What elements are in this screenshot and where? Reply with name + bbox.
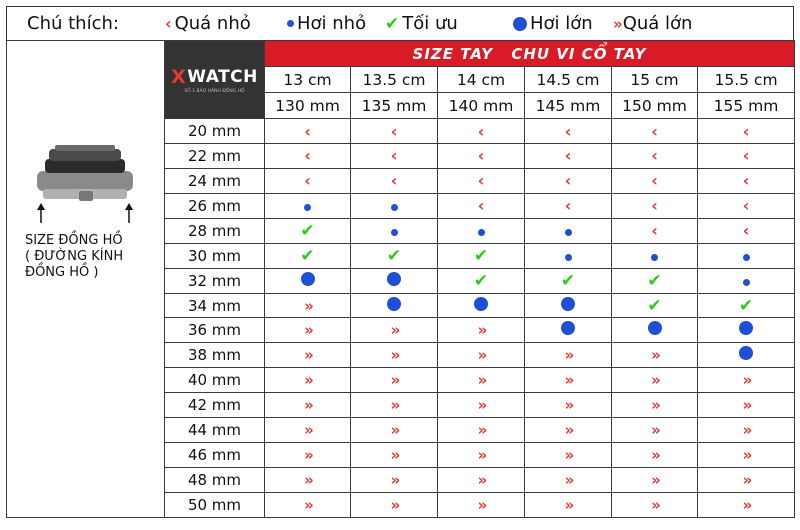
fit-cell — [525, 218, 612, 243]
too-large-icon: » — [477, 421, 485, 440]
fit-cell — [698, 393, 795, 418]
wrist-cm-header: 15.5 cm — [698, 67, 795, 93]
too-large-icon: » — [304, 396, 311, 415]
watch-size-label: 26 mm — [165, 193, 265, 218]
fit-cell — [525, 393, 612, 418]
too-large-icon: » — [742, 371, 750, 390]
wrist-cm-header: 13.5 cm — [351, 67, 438, 93]
too-large-icon: » — [651, 371, 658, 390]
watch-size-label: 20 mm — [165, 119, 265, 144]
too-small-icon: ‹ — [651, 196, 658, 216]
legend-item-optimal — [385, 13, 513, 34]
wrist-mm-header: 155 mm — [698, 93, 795, 119]
too-small-icon: ‹ — [390, 171, 398, 191]
legend-label: Quá lớn — [622, 13, 693, 34]
fit-cell — [438, 343, 525, 368]
wrist-mm-header: 150 mm — [612, 93, 698, 119]
banner-part2: CHU VI CỔ TAY — [511, 44, 647, 63]
brand-logo — [165, 41, 265, 119]
fit-cell — [698, 468, 795, 493]
large-dot-icon — [561, 297, 575, 311]
fit-cell — [438, 468, 525, 493]
wrist-mm-header: 140 mm — [438, 93, 525, 119]
too-small-icon: ‹ — [742, 196, 750, 216]
too-large-icon: » — [304, 421, 311, 440]
wrist-cm-header: 13 cm — [265, 67, 351, 93]
small-dot-icon — [391, 204, 398, 211]
watch-illustration-panel — [7, 41, 165, 518]
large-dot-icon — [739, 321, 753, 335]
logo-tagline: SỐ 1 BẢO HÀNH ĐỒNG HỒ — [184, 88, 245, 94]
check-icon: ✔ — [473, 270, 489, 291]
fit-cell — [438, 119, 525, 144]
size-table — [6, 40, 795, 518]
large-dot-icon — [648, 321, 662, 335]
fit-cell — [351, 218, 438, 243]
small-dot-icon — [743, 254, 750, 261]
too-small-icon: ‹ — [304, 146, 311, 166]
too-large-icon: » — [742, 446, 750, 465]
too-small-icon: ‹ — [477, 146, 485, 166]
fit-cell — [351, 393, 438, 418]
fit-cell — [612, 492, 698, 517]
large-dot-icon — [739, 346, 753, 360]
check-icon: ✔ — [738, 295, 754, 316]
caption-line: ĐỒNG HỒ ) — [25, 265, 99, 280]
too-small-icon: ‹ — [742, 221, 750, 241]
watch-size-label: 22 mm — [165, 144, 265, 169]
fit-cell — [698, 243, 795, 268]
fit-cell — [265, 119, 351, 144]
too-large-icon: » — [390, 470, 398, 489]
fit-cell — [438, 243, 525, 268]
watch-size-label: 38 mm — [165, 343, 265, 368]
legend-row — [6, 6, 794, 40]
watch-size-caption — [25, 233, 161, 281]
too-large-icon: » — [651, 446, 658, 465]
fit-cell — [698, 168, 795, 193]
fit-cell — [612, 293, 698, 318]
fit-cell — [698, 418, 795, 443]
fit-cell — [438, 144, 525, 169]
too-large-icon: » — [390, 446, 398, 465]
fit-cell — [612, 393, 698, 418]
legend-label: Quá nhỏ — [174, 13, 251, 34]
too-large-icon: » — [564, 346, 572, 365]
watch-size-label: 44 mm — [165, 418, 265, 443]
fit-cell — [438, 193, 525, 218]
too-large-icon: » — [304, 371, 311, 390]
fit-cell — [698, 268, 795, 293]
fit-cell — [265, 318, 351, 343]
small-dot-icon — [478, 229, 485, 236]
too-large-icon: » — [564, 446, 572, 465]
fit-cell — [525, 119, 612, 144]
too-large-icon: » — [651, 470, 658, 489]
watch-size-label: 34 mm — [165, 293, 265, 318]
small-dot-icon — [565, 229, 572, 236]
fit-cell — [525, 293, 612, 318]
too-large-icon: » — [651, 396, 658, 415]
too-large-icon: » — [651, 495, 658, 514]
fit-cell — [265, 193, 351, 218]
too-large-icon: » — [477, 470, 485, 489]
too-large-icon: » — [477, 446, 485, 465]
fit-cell — [351, 193, 438, 218]
fit-cell — [265, 144, 351, 169]
too-large-icon: » — [390, 495, 398, 514]
check-icon: ✔ — [300, 245, 315, 266]
large-dot-icon — [513, 17, 527, 31]
too-large-icon: » — [390, 371, 398, 390]
banner-part1: SIZE TAY — [412, 44, 494, 63]
fit-cell — [525, 193, 612, 218]
fit-cell — [698, 193, 795, 218]
fit-cell — [351, 368, 438, 393]
fit-cell — [612, 443, 698, 468]
too-small-icon: ‹ — [304, 121, 311, 141]
caption-line: ( ĐƯỜNG KÍNH — [25, 249, 124, 264]
wrist-cm-header: 14 cm — [438, 67, 525, 93]
fit-cell — [438, 293, 525, 318]
too-large-icon: » — [477, 495, 485, 514]
too-large-icon: » — [477, 396, 485, 415]
too-small-icon: ‹ — [304, 171, 311, 191]
check-icon: ✔ — [647, 270, 662, 291]
wrist-mm-header: 130 mm — [265, 93, 351, 119]
small-dot-icon — [287, 20, 294, 27]
fit-cell — [698, 218, 795, 243]
fit-cell — [612, 218, 698, 243]
too-large-icon: » — [651, 421, 658, 440]
too-small-icon: ‹ — [651, 121, 658, 141]
fit-cell — [612, 144, 698, 169]
fit-cell — [265, 393, 351, 418]
too-large-icon: » — [304, 321, 311, 340]
fit-cell — [612, 468, 698, 493]
fit-cell — [698, 443, 795, 468]
fit-cell — [525, 318, 612, 343]
wrist-size-banner — [265, 41, 795, 67]
watch-size-label: 24 mm — [165, 168, 265, 193]
fit-cell — [698, 119, 795, 144]
too-small-icon: ‹ — [477, 196, 485, 216]
too-large-icon: » — [390, 321, 398, 340]
watch-size-label: 50 mm — [165, 492, 265, 517]
fit-cell — [525, 144, 612, 169]
fit-cell — [612, 119, 698, 144]
fit-cell — [351, 418, 438, 443]
watch-icon — [29, 141, 141, 231]
fit-cell — [351, 268, 438, 293]
too-small-icon: ‹ — [564, 171, 572, 191]
too-large-icon: » — [742, 396, 750, 415]
fit-cell — [612, 193, 698, 218]
fit-cell — [698, 368, 795, 393]
small-dot-icon — [651, 254, 658, 261]
too-large-icon: » — [304, 495, 311, 514]
fit-cell — [351, 492, 438, 517]
too-large-icon: » — [613, 14, 620, 33]
fit-cell — [525, 443, 612, 468]
too-small-icon: ‹ — [742, 121, 750, 141]
check-icon: ✔ — [386, 245, 402, 266]
watch-size-label: 46 mm — [165, 443, 265, 468]
wrist-mm-header: 145 mm — [525, 93, 612, 119]
fit-cell — [351, 443, 438, 468]
fit-cell — [265, 168, 351, 193]
fit-cell — [265, 443, 351, 468]
large-dot-icon — [301, 272, 315, 286]
fit-cell — [525, 368, 612, 393]
fit-cell — [612, 418, 698, 443]
too-large-icon: » — [477, 371, 485, 390]
small-dot-icon — [565, 254, 572, 261]
fit-cell — [265, 418, 351, 443]
too-large-icon: » — [742, 470, 750, 489]
large-dot-icon — [387, 297, 401, 311]
too-large-icon: » — [390, 346, 398, 365]
watch-size-label: 30 mm — [165, 243, 265, 268]
too-small-icon: ‹ — [477, 171, 485, 191]
fit-cell — [351, 468, 438, 493]
watch-size-label: 28 mm — [165, 218, 265, 243]
too-large-icon: » — [564, 495, 572, 514]
too-small-icon: ‹ — [165, 14, 172, 33]
fit-cell — [438, 218, 525, 243]
logo-brand: WATCH — [187, 66, 258, 87]
legend-label: Hơi lớn — [530, 13, 593, 34]
too-small-icon: ‹ — [742, 146, 750, 166]
fit-cell — [351, 318, 438, 343]
fit-cell — [265, 268, 351, 293]
wrist-cm-header: 15 cm — [612, 67, 698, 93]
too-large-icon: » — [477, 321, 485, 340]
fit-cell — [612, 168, 698, 193]
small-dot-icon — [391, 229, 398, 236]
fit-cell — [265, 468, 351, 493]
large-dot-icon — [474, 297, 488, 311]
wrist-cm-header: 14.5 cm — [525, 67, 612, 93]
fit-cell — [525, 343, 612, 368]
check-icon: ✔ — [560, 270, 576, 291]
too-large-icon: » — [304, 296, 311, 315]
too-small-icon: ‹ — [564, 146, 572, 166]
too-small-icon: ‹ — [651, 171, 658, 191]
fit-cell — [698, 144, 795, 169]
fit-cell — [698, 492, 795, 517]
fit-cell — [525, 468, 612, 493]
fit-cell — [698, 293, 795, 318]
watch-size-label: 48 mm — [165, 468, 265, 493]
too-small-icon: ‹ — [651, 221, 658, 241]
too-large-icon: » — [390, 396, 398, 415]
too-large-icon: » — [564, 396, 572, 415]
large-dot-icon — [387, 272, 401, 286]
fit-cell — [525, 492, 612, 517]
watch-size-label: 36 mm — [165, 318, 265, 343]
legend-item-too-large — [613, 13, 692, 34]
too-large-icon: » — [564, 470, 572, 489]
fit-cell — [612, 368, 698, 393]
legend-label: Tối ưu — [402, 13, 458, 34]
too-small-icon: ‹ — [742, 171, 750, 191]
fit-cell — [438, 492, 525, 517]
fit-cell — [265, 492, 351, 517]
fit-cell — [351, 293, 438, 318]
fit-cell — [351, 168, 438, 193]
fit-cell — [438, 368, 525, 393]
fit-cell — [612, 243, 698, 268]
too-large-icon: » — [304, 470, 311, 489]
fit-cell — [525, 243, 612, 268]
fit-cell — [438, 318, 525, 343]
wrist-mm-header: 135 mm — [351, 93, 438, 119]
too-small-icon: ‹ — [390, 146, 398, 166]
legend-item-slightly-small — [287, 13, 385, 34]
watch-size-label: 40 mm — [165, 368, 265, 393]
legend-item-slightly-large — [513, 13, 613, 34]
check-icon: ✔ — [647, 295, 662, 316]
large-dot-icon — [561, 321, 575, 335]
fit-cell — [698, 343, 795, 368]
too-large-icon: » — [742, 421, 750, 440]
fit-cell — [265, 293, 351, 318]
too-large-icon: » — [304, 446, 311, 465]
too-large-icon: » — [477, 346, 485, 365]
too-large-icon: » — [304, 346, 311, 365]
fit-cell — [612, 343, 698, 368]
too-small-icon: ‹ — [390, 121, 398, 141]
check-icon: ✔ — [473, 245, 489, 266]
caption-line: SIZE ĐỒNG HỒ — [25, 233, 123, 248]
too-small-icon: ‹ — [477, 121, 485, 141]
fit-cell — [438, 268, 525, 293]
fit-cell — [438, 443, 525, 468]
fit-cell — [612, 268, 698, 293]
watch-size-label: 42 mm — [165, 393, 265, 418]
check-icon: ✔ — [300, 220, 315, 241]
watch-size-label: 32 mm — [165, 268, 265, 293]
fit-cell — [438, 393, 525, 418]
fit-cell — [351, 119, 438, 144]
fit-cell — [351, 243, 438, 268]
too-large-icon: » — [564, 421, 572, 440]
small-dot-icon — [304, 204, 311, 211]
fit-cell — [265, 368, 351, 393]
logo-x-icon: X — [171, 65, 187, 88]
fit-cell — [438, 418, 525, 443]
check-icon: ✔ — [385, 13, 400, 34]
fit-cell — [265, 343, 351, 368]
too-large-icon: » — [390, 421, 398, 440]
fit-cell — [698, 318, 795, 343]
fit-cell — [351, 144, 438, 169]
too-small-icon: ‹ — [651, 146, 658, 166]
too-large-icon: » — [651, 346, 658, 365]
too-small-icon: ‹ — [564, 196, 572, 216]
legend-label: Hơi nhỏ — [297, 13, 367, 34]
fit-cell — [265, 218, 351, 243]
fit-cell — [525, 418, 612, 443]
fit-cell — [612, 318, 698, 343]
legend-title: Chú thích: — [27, 13, 119, 34]
small-dot-icon — [743, 279, 750, 286]
fit-cell — [351, 343, 438, 368]
fit-cell — [438, 168, 525, 193]
fit-cell — [525, 268, 612, 293]
too-large-icon: » — [564, 371, 572, 390]
too-small-icon: ‹ — [564, 121, 572, 141]
fit-cell — [525, 168, 612, 193]
legend-item-too-small — [165, 13, 287, 34]
fit-cell — [265, 243, 351, 268]
too-large-icon: » — [742, 495, 750, 514]
